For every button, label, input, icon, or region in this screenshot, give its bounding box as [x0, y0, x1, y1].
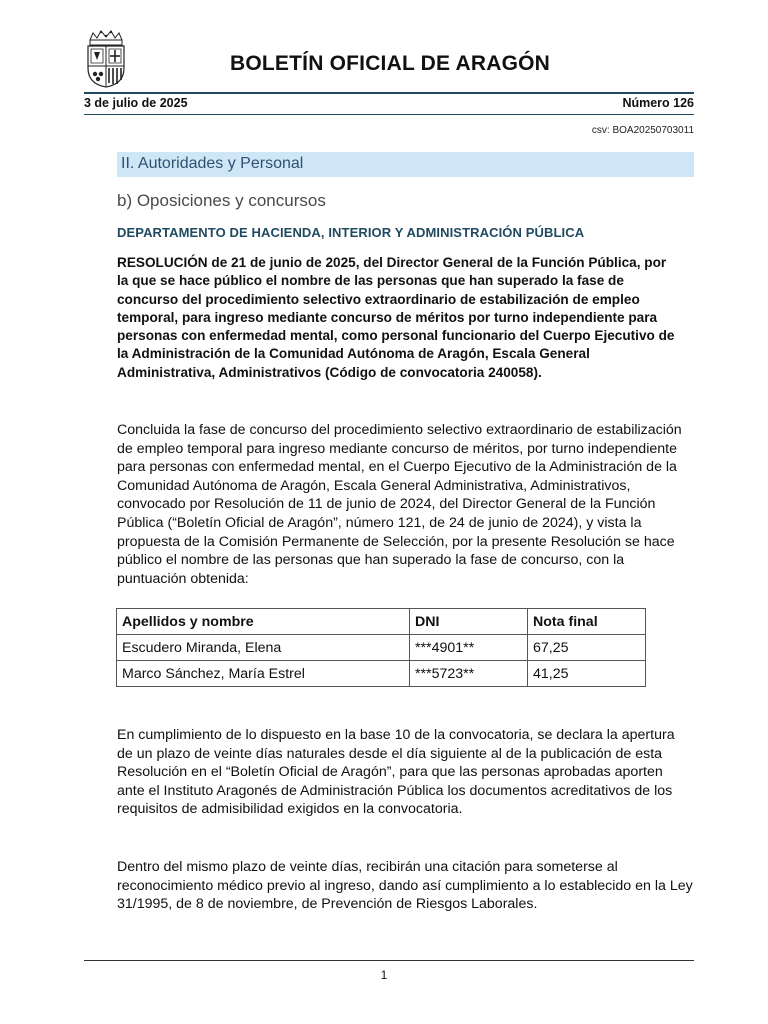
table-row [117, 635, 646, 661]
table-row [117, 661, 646, 687]
footer-divider [84, 960, 694, 961]
issue-number: Número 126 [622, 96, 694, 110]
column-header-score: Nota final [528, 609, 646, 635]
header-divider [84, 92, 694, 94]
table-header-row [117, 609, 646, 635]
cell-dni: ***4901** [410, 635, 528, 661]
resolution-summary: RESOLUCIÓN de 21 de junio de 2025, del Director General de la Función Pública, por la que se hace público el nombre de las personas que han superado la fase de concurso del procedimiento selectivo extraordinario de estabilización de empleo temporal, para ingreso mediante concurso de méritos por turno independiente para personas con enfermedad mental, como personal funcionario del Cuerpo Ejecutivo de la Administración de la Comunidad Autónoma de Aragón, Escala General Administrativa, Administrativos (Código de convocatoria 240058). [117, 255, 675, 380]
department-heading: DEPARTAMENTO DE HACIENDA, INTERIOR Y ADMINISTRACIÓN PÚBLICA [117, 225, 585, 240]
column-header-name: Apellidos y nombre [117, 609, 410, 635]
column-header-dni: DNI [410, 609, 528, 635]
coat-of-arms-icon [84, 30, 128, 88]
cell-name: Marco Sánchez, María Estrel [117, 661, 410, 687]
subsection-title: b) Oposiciones y concursos [117, 191, 326, 210]
cell-score: 67,25 [528, 635, 646, 661]
paragraph-medical: Dentro del mismo plazo de veinte días, recibirán una citación para someterse al reconocimiento médico previo al ingreso, dando así cumplimiento a lo establecido en la Ley 31/1995, de 8 de noviembre, de Prevención de Riesgos Laborales. [117, 859, 693, 913]
cell-dni: ***5723** [410, 661, 528, 687]
cell-score: 41,25 [528, 661, 646, 687]
header-divider-lower [84, 114, 694, 115]
csv-code: csv: BOA20250703011 [591, 125, 694, 136]
results-table [116, 608, 646, 687]
section-title: II. Autoridades y Personal [121, 155, 304, 172]
page-number: 1 [380, 968, 388, 982]
paragraph-intro: Concluida la fase de concurso del procedimiento selectivo extraordinario de estabilización de empleo temporal para ingreso mediante concurso de méritos, por turno independiente para personas con enfermedad mental, en el Cuerpo Ejecutivo de la Administración de la Comunidad Autónoma de Aragón, Escala General Administrativa, Administrativos, convocado por Resolución de 11 de junio de 2024, del Director General de la Función Pública (“Boletín Oficial de Aragón”, número 121, de 24 de junio de 2024), y vista la propuesta de la Comisión Permanente de Selección, por la presente Resolución se hace público el nombre de las personas que han superado la fase de concurso, con la puntuación obtenida: [117, 422, 682, 587]
bulletin-title: BOLETÍN OFICIAL DE ARAGÓN [230, 52, 550, 75]
section-heading-bar [117, 152, 694, 177]
cell-name: Escudero Miranda, Elena [117, 635, 410, 661]
paragraph-documentation: En cumplimiento de lo dispuesto en la base 10 de la convocatoria, se declara la apertura de un plazo de veinte días naturales desde el día siguiente al de la publicación de esta Resolución en el “Boletín Oficial de Aragón”, para que las personas aprobadas aporten ante el Instituto Aragonés de Administración Pública los documentos acreditativos de los requisitos de admisibilidad exigidos en la convocatoria. [117, 727, 675, 818]
publication-date: 3 de julio de 2025 [84, 96, 188, 110]
